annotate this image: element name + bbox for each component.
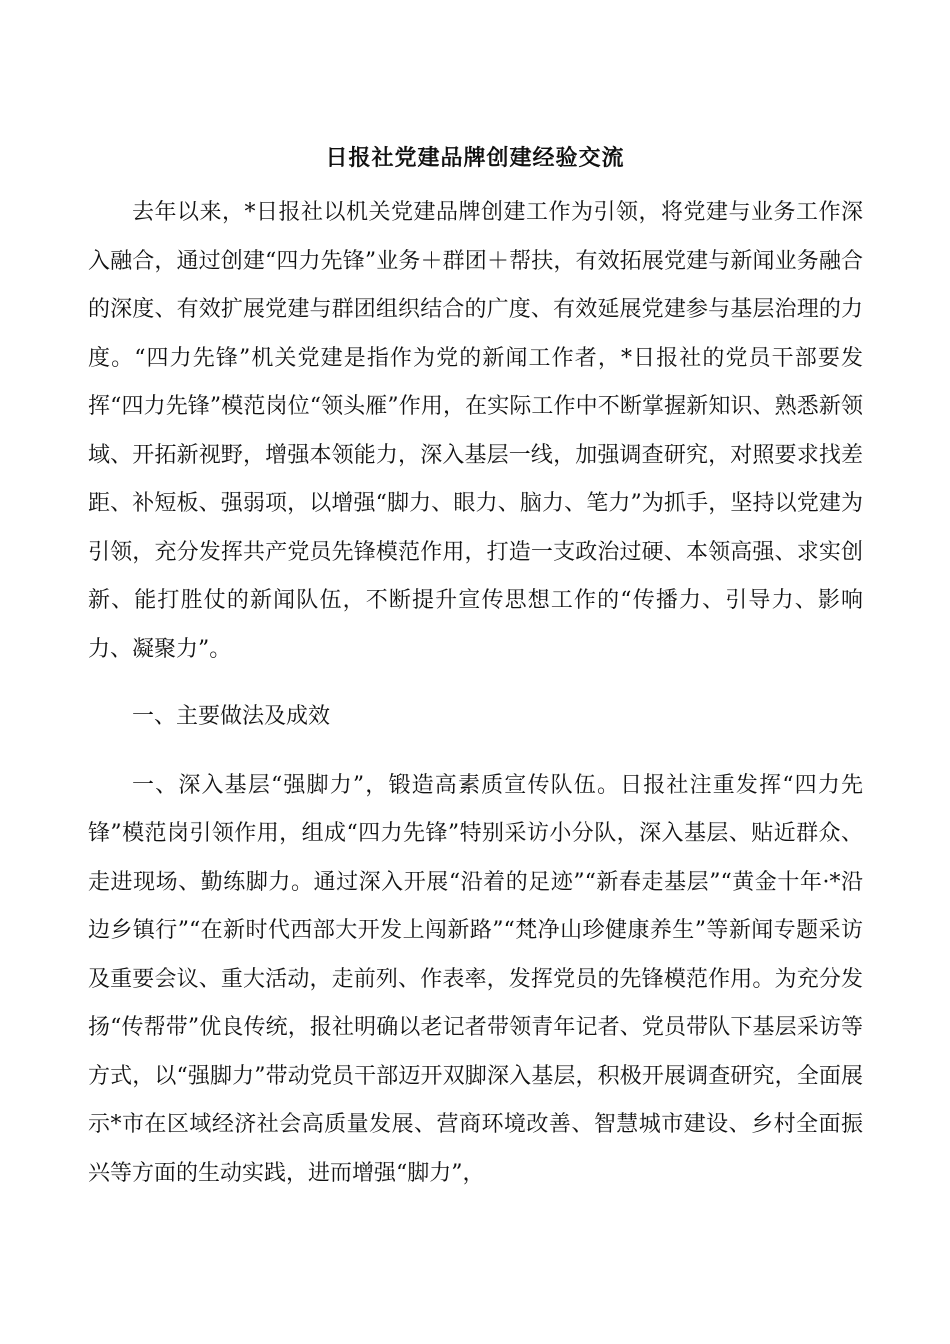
document-title: 日报社党建品牌创建经验交流 bbox=[325, 145, 625, 171]
section-heading: 一、主要做法及成效 bbox=[132, 704, 331, 729]
section-paragraph: 一、深入基层“强脚力”，锻造高素质宣传队伍。日报社注重发挥“四力先锋”模范岗引领作用，组成“四力先锋”特别采访小分队，深入基层、贴近群众、走进现场、勤练脚力。通过深入开展“沿着的足迹”“新春走基层”“黄金十年·*沿边乡镇行”“在新时代西部大开发上闯新路”“梵净山珍健康养生”等新闻专题采访及重要会议、重大活动，走前列、作表率，发挥党员的先锋模范作用。为充分发扬“传帮带”优良传统，报社明确以老记者带领青年记者、党员带队下基层采访等方式，以“强脚力”带动党员干部迈开双脚深入基层，积极开展调查研究，全面展示*市在区域经济社会高质量发展、营商环境改善、智慧城市建设、乡村全面振兴等方面的生动实践，进而增强“脚力”， bbox=[88, 772, 863, 1186]
document-body bbox=[88, 189, 863, 1198]
intro-paragraph: 去年以来，*日报社以机关党建品牌创建工作为引领，将党建与业务工作深入融合，通过创建“四力先锋”业务＋群团＋帮扶，有效拓展党建与新闻业务融合的深度、有效扩展党建与群团组织结合的广度、有效延展党建参与基层治理的力度。“四力先锋”机关党建是指作为党的新闻工作者，*日报社的党员干部要发挥“四力先锋”模范岗位“领头雁”作用，在实际工作中不断掌握新知识、熟悉新领域、开拓新视野，增强本领能力，深入基层一线，加强调查研究，对照要求找差距、补短板、强弱项，以增强“脚力、眼力、脑力、笔力”为抓手，坚持以党建为引领，充分发挥共产党员先锋模范作用，打造一支政治过硬、本领高强、求实创新、能打胜仗的新闻队伍，不断提升宣传思想工作的“传播力、引导力、影响力、凝聚力”。 bbox=[88, 200, 863, 662]
